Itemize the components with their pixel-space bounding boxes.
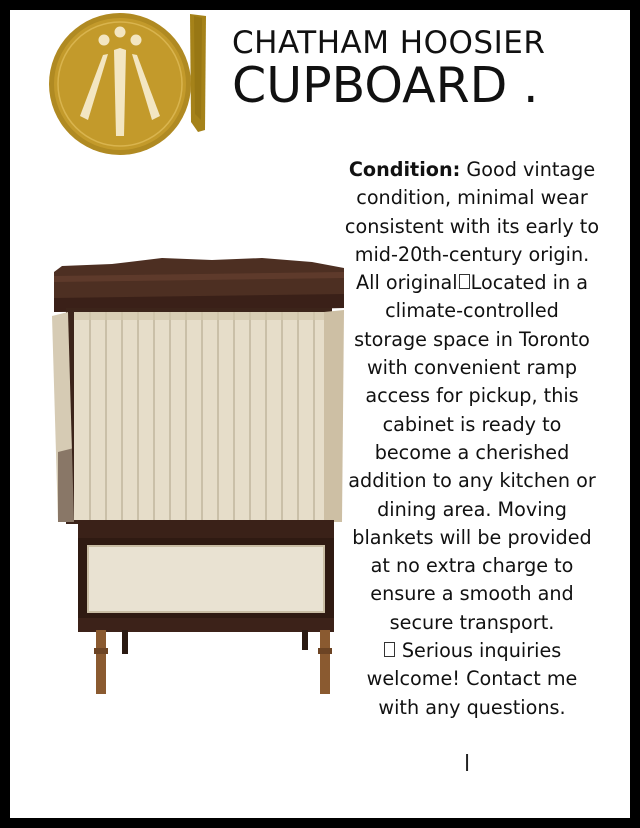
desc-line: addition to any kitchen or <box>348 469 596 493</box>
condition-description <box>337 156 607 722</box>
listing-page <box>10 10 630 818</box>
desc-line: become a cherished <box>374 440 570 464</box>
desc-line: with any questions. <box>378 695 566 719</box>
desc-line: climate-controlled <box>385 299 559 323</box>
missing-glyph-icon <box>459 274 470 289</box>
desc-line: welcome! Contact me <box>366 667 578 691</box>
desc-line: Serious inquiries <box>401 639 562 663</box>
desc-line: consistent with its early to <box>344 214 600 238</box>
desc-line: blankets will be provided <box>352 525 592 549</box>
desc-line: access for pickup, this <box>365 384 579 408</box>
desc-line: mid-20th-century origin. <box>354 242 590 266</box>
desc-line: All original <box>356 271 458 295</box>
desc-line: dining area. Moving <box>377 497 567 521</box>
title-line-2: CUPBOARD . <box>232 57 539 114</box>
hoosier-cupboard-photo <box>52 252 346 698</box>
desc-line: Located in a <box>470 271 588 295</box>
stray-mark: l <box>464 752 471 777</box>
missing-glyph-icon <box>384 642 395 657</box>
page-title <box>232 25 546 114</box>
desc-line: cabinet is ready to <box>382 412 562 436</box>
condition-label: Condition: <box>348 158 461 181</box>
desc-line: with convenient ramp <box>366 356 577 380</box>
desc-line: Good vintage <box>466 158 596 181</box>
desc-line: secure transport. <box>389 610 555 634</box>
desc-line: storage space in Toronto <box>354 327 590 351</box>
title-line-1: CHATHAM HOOSIER <box>232 25 546 61</box>
awen-logo-icon <box>48 10 208 160</box>
desc-line: at no extra charge to <box>370 554 574 578</box>
desc-line: condition, minimal wear <box>356 186 588 210</box>
desc-line: ensure a smooth and <box>370 582 574 606</box>
